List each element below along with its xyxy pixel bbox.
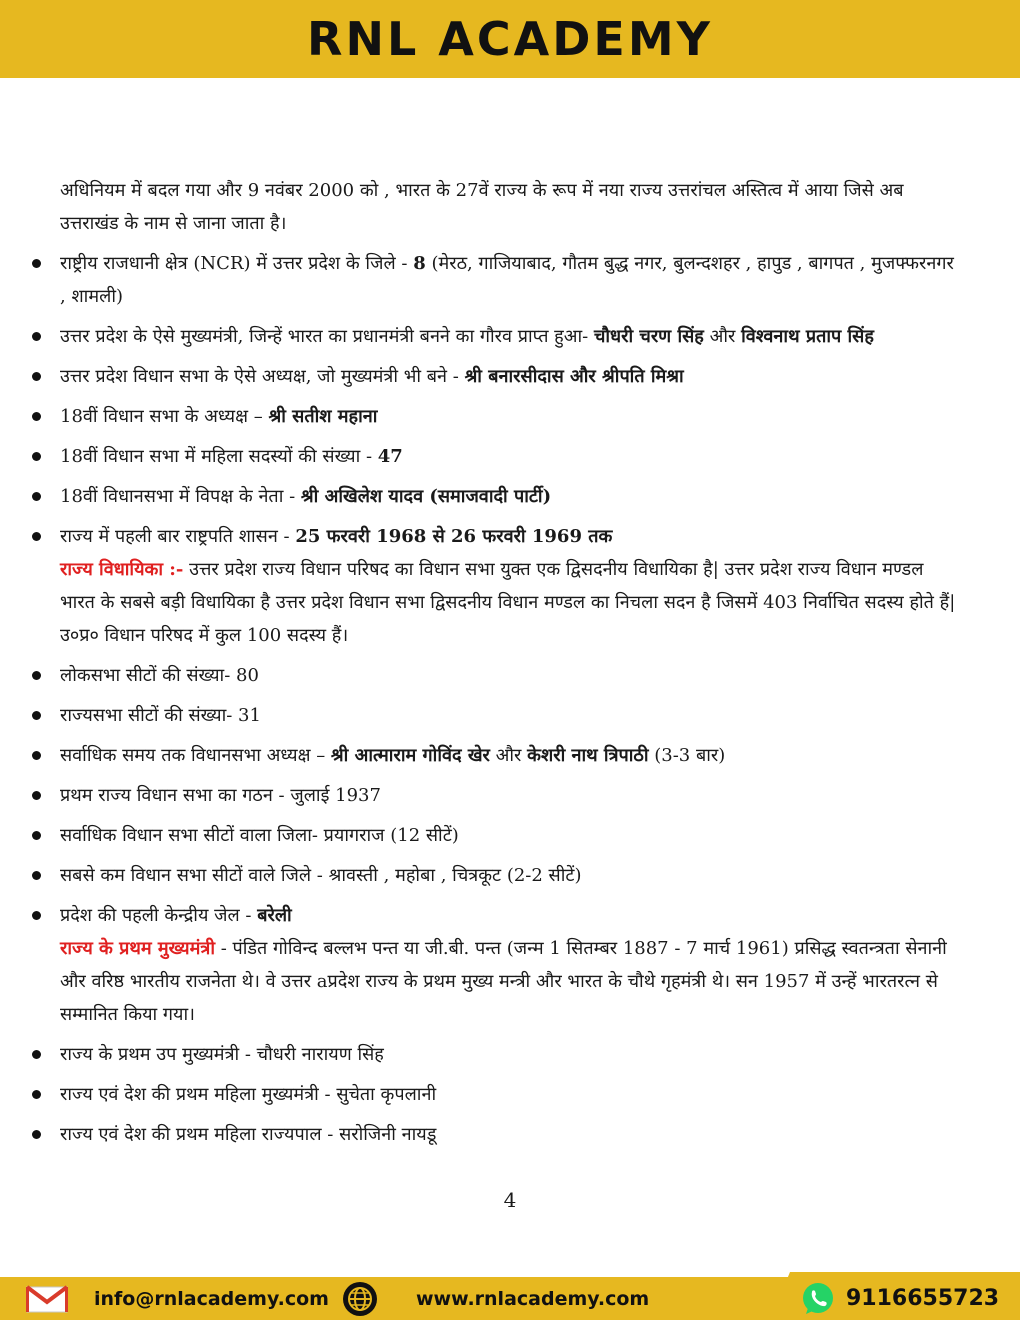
bullet-icon <box>32 532 41 541</box>
list-item: प्रथम राज्य विधान सभा का गठन - जुलाई 1937 <box>32 779 962 812</box>
list-item: प्रदेश की पहली केन्द्रीय जेल - बरेली <box>32 899 962 932</box>
bullet-icon <box>32 372 41 381</box>
list-item: 18वीं विधान सभा के अध्यक्ष – श्री सतीश महाना <box>32 400 962 433</box>
bullet-icon <box>32 492 41 501</box>
bullet-icon <box>32 871 41 880</box>
list-item: राज्य में पहली बार राष्ट्रपति शासन - 25 फरवरी 1968 से 26 फरवरी 1969 तक <box>32 520 962 553</box>
first-cm-heading: राज्य के प्रथम मुख्यमंत्री <box>60 938 215 959</box>
bullet-icon <box>32 671 41 680</box>
page-number: 4 <box>503 1188 517 1212</box>
bullet-icon <box>32 1050 41 1059</box>
bullet-icon <box>32 711 41 720</box>
footer-website[interactable] <box>342 1277 649 1320</box>
list-item: राज्य एवं देश की प्रथम महिला मुख्यमंत्री - सुचेता कृपलानी <box>32 1078 962 1111</box>
list-item: लोकसभा सीटों की संख्या- 80 <box>32 659 962 692</box>
list-item: राज्यसभा सीटों की संख्या- 31 <box>32 699 962 732</box>
email-link[interactable]: info@rnlacademy.com <box>94 1287 329 1310</box>
legislature-paragraph: राज्य विधायिका :- उत्तर प्रदेश राज्य विधान परिषद का विधान सभा युक्त एक द्विसदनीय विधायिका है| उत्तर प्रदेश राज्य विधान मण्डल भारत के सबसे बड़ी विधायिका है उत्तर प्रदेश विधान सभा द्विसदनीय विधान मण्डल का निचला सदन है जिसमें 403 निर्वाचित सदस्य होते हैं| उ०प्र० विधान परिषद में कुल 100 सदस्य हैं। <box>60 559 956 646</box>
website-link[interactable]: www.rnlacademy.com <box>416 1287 650 1310</box>
document-body <box>32 174 962 1151</box>
list-item: 18वीं विधान सभा में महिला सदस्यों की संख्या - 47 <box>32 440 962 473</box>
page-title: RNL ACADEMY <box>307 12 713 66</box>
list-item: सर्वाधिक विधान सभा सीटों वाला जिला- प्रयागराज (12 सीटें) <box>32 819 962 852</box>
list-item: सबसे कम विधान सभा सीटों वाले जिले - श्रावस्ती , महोबा , चित्रकूट (2-2 सीटें) <box>32 859 962 892</box>
bullet-icon <box>32 1130 41 1139</box>
header-bar <box>0 0 1020 78</box>
whatsapp-icon <box>800 1281 836 1317</box>
bullet-icon <box>32 1090 41 1099</box>
list-item: सर्वाधिक समय तक विधानसभा अध्यक्ष – श्री आत्माराम गोविंद खेर और केशरी नाथ त्रिपाठी (3-3 बार) <box>32 739 962 772</box>
legislature-heading: राज्य विधायिका :- <box>60 559 184 580</box>
bullet-icon <box>32 831 41 840</box>
bullet-icon <box>32 332 41 341</box>
footer-email[interactable] <box>26 1277 329 1320</box>
list-item: राज्य के प्रथम उप मुख्यमंत्री - चौधरी नारायण सिंह <box>32 1038 962 1071</box>
bullet-icon <box>32 412 41 421</box>
bullet-icon <box>32 791 41 800</box>
list-item: उत्तर प्रदेश विधान सभा के ऐसे अध्यक्ष, जो मुख्यमंत्री भी बने - श्री बनारसीदास और श्रीपति मिश्रा <box>32 360 962 393</box>
list-item: राज्य एवं देश की प्रथम महिला राज्यपाल - सरोजिनी नायडू <box>32 1118 962 1151</box>
list-item: 18वीं विधानसभा में विपक्ष के नेता - श्री अखिलेश यादव (समाजवादी पार्टी) <box>32 480 962 513</box>
bullet-icon <box>32 452 41 461</box>
bullet-icon <box>32 751 41 760</box>
mail-icon <box>26 1284 68 1314</box>
intro-paragraph: अधिनियम में बदल गया और 9 नवंबर 2000 को , भारत के 27वें राज्य के रूप में नया राज्य उत्तरांचल अस्तित्व में आया जिसे अब उत्तराखंड के नाम से जाना जाता है। <box>60 180 904 234</box>
first-cm-paragraph: राज्य के प्रथम मुख्यमंत्री - पंडित गोविन्द बल्लभ पन्त या जी.बी. पन्त (जन्म 1 सितम्बर 1887 - 7 मार्च 1961) प्रसिद्ध स्वतन्त्रता सेनानी और वरिष्ठ भारतीय राजनेता थे। वे उत्तर aप्रदेश राज्य के प्रथम मुख्य मन्त्री और भारत के चौथे गृहमंत्री थे। सन 1957 में उन्हें भारतरत्न से सम्मानित किया गया। <box>60 938 947 1025</box>
globe-icon <box>342 1281 378 1317</box>
list-item: राष्ट्रीय राजधानी क्षेत्र (NCR) में उत्तर प्रदेश के जिले - 8 (मेरठ, गाजियाबाद, गौतम बुद्ध नगर, बुलन्दशहर , हापुड , बागपत , मुजफ्फरनगर , शामली) <box>32 247 962 313</box>
bullet-icon <box>32 259 41 268</box>
phone-number[interactable]: 9116655723 <box>846 1286 1000 1311</box>
list-item: उत्तर प्रदेश के ऐसे मुख्यमंत्री, जिन्हें भारत का प्रधानमंत्री बनने का गौरव प्राप्त हुआ- चौधरी चरण सिंह और विश्वनाथ प्रताप सिंह <box>32 320 962 353</box>
bullet-icon <box>32 911 41 920</box>
footer-phone[interactable] <box>800 1277 999 1320</box>
